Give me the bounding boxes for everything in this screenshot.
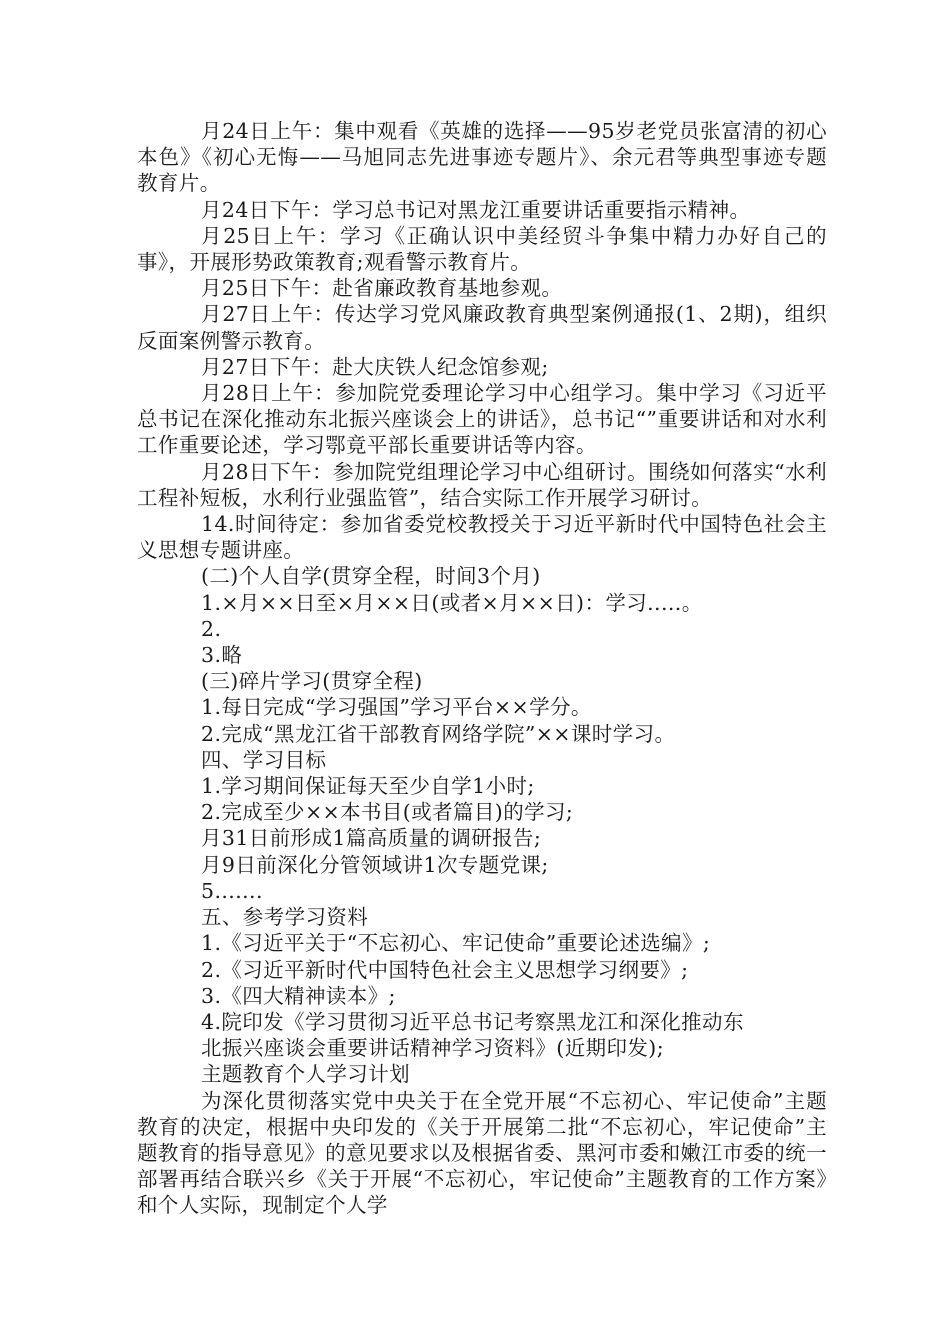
section-heading: 四、学习目标 [201, 747, 327, 772]
schedule-paragraph: 月25日下午：赴省廉政教育基地参观。 [201, 276, 563, 301]
document-body [137, 118, 827, 1219]
list-item: 3.略 [201, 643, 243, 668]
schedule-paragraph: 月27日上午：传达学习党风廉政教育典型案例通报(1、2期)，组织反面案例警示教育。 [137, 302, 827, 353]
schedule-paragraph: 14.时间待定：参加省委党校教授关于习近平新时代中国特色社会主义思想专题讲座。 [137, 512, 827, 563]
list-item: 1.学习期间保证每天至少自学1小时; [201, 774, 535, 799]
list-item: 2.完成“黑龙江省干部教育网络学院”××课时学习。 [201, 721, 676, 746]
list-item: 4.院印发《学习贯彻习近平总书记考察黑龙江和深化推动东 [201, 1009, 744, 1034]
list-item: 2.《习近平新时代中国特色社会主义思想学习纲要》; [201, 957, 689, 982]
schedule-paragraph: 月28日下午：参加院党组理论学习中心组研讨。围绕如何落实“水利工程补短板，水利行业强监管”，结合实际工作开展学习研讨。 [137, 459, 827, 510]
list-item: 3.《四大精神读本》; [201, 983, 396, 1008]
list-item: 1.×月××日至×月××日(或者×月××日)：学习.....。 [201, 590, 703, 615]
list-item: 5....... [201, 878, 263, 903]
section-heading: 五、参考学习资料 [201, 905, 369, 930]
document-title: 主题教育个人学习计划 [201, 1062, 410, 1087]
list-item: 2. [201, 616, 222, 641]
schedule-paragraph: 月24日下午：学习总书记对黑龙江重要讲话重要指示精神。 [201, 197, 751, 222]
list-item: 1.《习近平关于“不忘初心、牢记使命”重要论述选编》; [201, 931, 711, 956]
section-heading: (三)碎片学习(贯穿全程) [201, 669, 423, 694]
intro-paragraph: 为深化贯彻落实党中央关于在全党开展“不忘初心、牢记使命”主题教育的决定，根据中央印发的《关于开展第二批“不忘初心，牢记使命”主题教育的指导意见》的意见要求以及根据省委、黑河市委和嫩江市委的统一部署再结合联兴乡《关于开展“不忘初心，牢记使命”主题教育的工作方案》和个人实际，现制定个人学 [137, 1088, 827, 1218]
list-item: 月9日前深化分管领域讲1次专题党课; [201, 852, 549, 877]
list-item: 月31日前形成1篇高质量的调研报告; [201, 826, 542, 851]
list-item: 1.每日完成“学习强国”学习平台××学分。 [201, 695, 592, 720]
schedule-paragraph: 月25日上午：学习《正确认识中美经贸斗争集中精力办好自己的事》，开展形势政策教育;观看警示教育片。 [137, 223, 827, 275]
list-item: 2.完成至少××本书目(或者篇目)的学习; [201, 800, 574, 825]
list-item: 北振兴座谈会重要讲话精神学习资料》(近期印发); [201, 1036, 665, 1061]
schedule-paragraph: 月27日下午：赴大庆铁人纪念馆参观; [201, 354, 549, 379]
section-heading: (二)个人自学(贯穿全程，时间3个月) [201, 564, 541, 589]
schedule-paragraph: 月24日上午：集中观看《英雄的选择——95岁老党员张富清的初心本色》《初心无悔——马旭同志先进事迹专题片》、余元君等典型事迹专题教育片。 [137, 119, 827, 196]
schedule-paragraph: 月28日上午：参加院党委理论学习中心组学习。集中学习《习近平总书记在深化推动东北振兴座谈会上的讲话》，总书记“”重要讲话和对水利工作重要论述，学习鄂竟平部长重要讲话等内容。 [137, 381, 827, 458]
